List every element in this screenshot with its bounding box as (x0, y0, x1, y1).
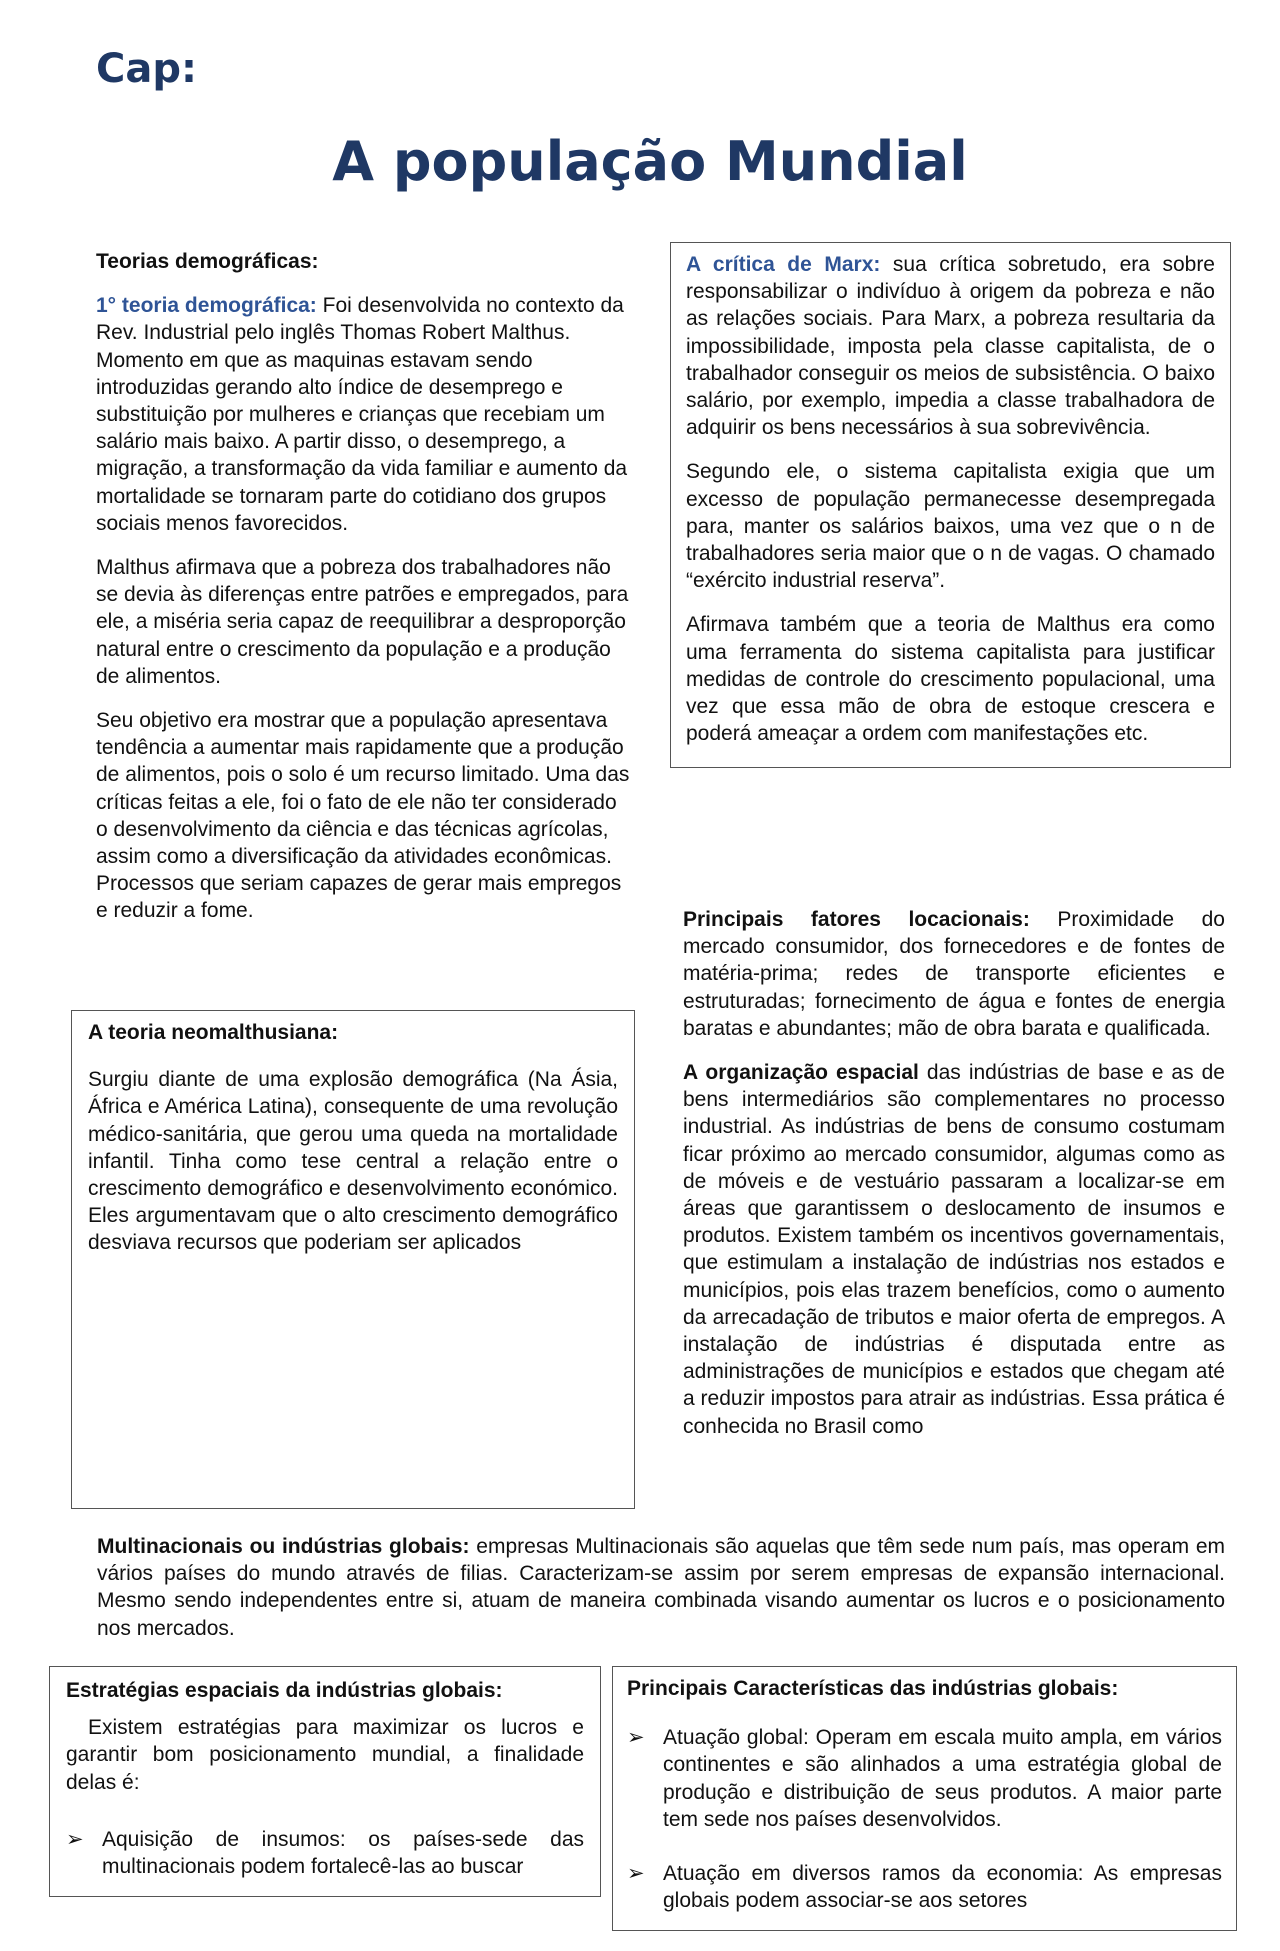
paragraph: Afirmava também que a teoria de Malthus era como uma ferramenta do sistema capitalista para justificar medidas de controle do crescimento populacional, uma vez que essa mão de obra de estoque crescera e poderá ameaçar a ordem com manifestações etc. (686, 613, 1215, 746)
term-label: 1° teoria demográfica: (96, 294, 317, 318)
section-heading: A teoria neomalthusiana: (88, 1021, 339, 1044)
paragraph (686, 251, 1215, 441)
chapter-label: Cap: (96, 46, 197, 92)
right-column (683, 906, 1225, 1440)
bullet-item (627, 1860, 1222, 1914)
text: sua crítica sobretudo, era sobre responsabilizar o indivíduo à origem da pobreza e não as relações sociais. Para Marx, a pobreza resultaria da impossibilidade, imposta pela classe capitalista, de o trabalhador conseguir os meios de subsistência. O baixo salário, por exemplo, impedia a classe trabalhadora de adquirir os bens necessários à sua sobrevivência. (686, 253, 1215, 440)
text: empresas Multinacionais são aquelas que têm sede num país, mas operam em vários países do mundo através de filias. Caracterizam-se assim por serem empresas de expansão internacional. Mesmo sendo independentes entre si, atuam de maneira combinada visando aumentar os lucros e o posicionamento nos mercados. (97, 1535, 1225, 1640)
section-heading: Estratégias espaciais da indústrias globais: (66, 1679, 503, 1702)
characteristics-box (612, 1666, 1237, 1931)
section-heading: Teorias demográficas: (96, 250, 319, 273)
paragraph: Malthus afirmava que a pobreza dos trabalhadores não se devia às diferenças entre patrões e empregados, para ele, a miséria seria capaz de reequilibrar a desproporção natural entre o crescimento da população e a produção de alimentos. (96, 556, 629, 688)
paragraph: Surgiu diante de uma explosão demográfica (Na Ásia, África e América Latina), consequente de uma revolução médico-sanitária, que gerou uma queda na mortalidade infantil. Tinha como tese central a relação entre o crescimento demográfico e desenvolvimento económico. Eles argumentavam que o alto crescimento demográfico desviava recursos que poderiam ser aplicados (88, 1068, 618, 1255)
bullet-item (66, 1826, 584, 1880)
left-column (96, 248, 634, 925)
bullet-text: Aquisição de insumos: os países-sede das multinacionais podem fortalecê-las ao buscar (102, 1827, 584, 1879)
multinationals-text (97, 1533, 1225, 1642)
term-label: A crítica de Marx: (686, 253, 881, 276)
paragraph (96, 292, 634, 537)
term-label: Multinacionais ou indústrias globais: (97, 1535, 470, 1558)
section-heading: Principais Características das indústrias globais: (627, 1677, 1119, 1700)
text: Foi desenvolvida no contexto da Rev. Industrial pelo inglês Thomas Robert Malthus. Momento em que as maquinas estavam sendo introduzidas gerando alto índice de desemprego e substituição por mulheres e crianças que recebiam um salário mais baixo. A partir disso, o desemprego, a migração, a transformação da vida familiar e aumento da mortalidade se tornaram parte do cotidiano dos grupos sociais menos favorecidos. (96, 294, 628, 535)
arrow-bullet-icon: ➢ (66, 1827, 84, 1851)
paragraph: Existem estratégias para maximizar os lucros e garantir bom posicionamento mundial, a finalidade delas é: (66, 1716, 584, 1794)
bullet-item (627, 1724, 1222, 1833)
arrow-bullet-icon: ➢ (627, 1726, 645, 1750)
term-label: Principais fatores locacionais: (683, 908, 1030, 931)
neomalthusian-box (71, 1010, 635, 1509)
paragraph: Seu objetivo era mostrar que a população apresentava tendência a aumentar mais rapidamente que a produção de alimentos, pois o solo é um recurso limitado. Uma das críticas feitas a ele, foi o fato de ele não ter considerado o desenvolvimento da ciência e das técnicas agrícolas, assim como a diversificação da atividades econômicas. Processos que seriam capazes de gerar mais empregos e reduzir a fome. (96, 709, 630, 923)
term-label: A organização espacial (683, 1061, 919, 1085)
page-title: A população Mundial (332, 130, 968, 193)
paragraph (683, 906, 1225, 1042)
bullet-text: Atuação global: Operam em escala muito ampla, em vários continentes e são alinhados a uma estratégia global de produção e distribuição de seus produtos. A maior parte tem sede nos países desenvolvidos. (663, 1726, 1222, 1831)
text: das indústrias de base e as de bens intermediários são complementares no processo industrial. As indústrias de bens de consumo costumam ficar próximo ao mercado consumidor, algumas como as de móveis e de vestuário passaram a localizar-se em áreas que garantissem o deslocamento de insumos e produtos. Existem também os incentivos governamentais, que estimulam a instalação de indústrias nos estados e municípios, pois elas trazem benefícios, como o aumento da arrecadação de tributos e maior oferta de empregos. A instalação de indústrias é disputada entre as administrações de municípios e estados que chegam até a reduzir impostos para atrair as indústrias. Essa prática é conhecida no Brasil como (683, 1061, 1225, 1438)
marx-box (670, 242, 1231, 768)
text: Proximidade do mercado consumidor, dos fornecedores e de fontes de matéria-prima; redes de transporte eficientes e estruturadas; fornecimento de água e fontes de energia baratas e abundantes; mão de obra barata e qualificada. (683, 908, 1225, 1040)
arrow-bullet-icon: ➢ (627, 1862, 645, 1886)
paragraph (683, 1059, 1225, 1440)
bullet-text: Atuação em diversos ramos da economia: As empresas globais podem associar-se aos setores (663, 1862, 1222, 1913)
strategies-box (49, 1666, 601, 1897)
paragraph: Segundo ele, o sistema capitalista exigia que um excesso de população permanecesse desempregada para, manter os salários baixos, uma vez que o n de trabalhadores seria maior que o n de vagas. O chamado “exército industrial reserva”. (686, 460, 1215, 593)
